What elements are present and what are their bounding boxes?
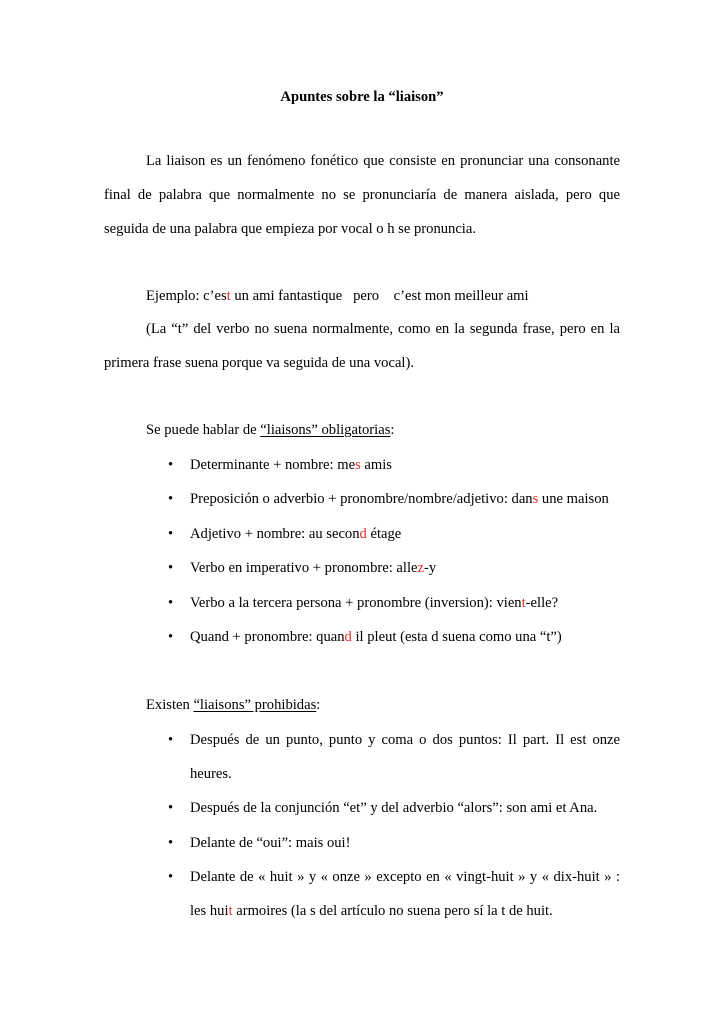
item-text: amis [360,457,392,473]
obligatory-intro-prefix: Se puede hablar de [146,422,261,438]
list-item [190,490,609,508]
item-text: Adjetivo + nombre: au secon [190,526,360,542]
item-text: -elle? [525,595,559,611]
list-item: Después de un punto, punto y coma o dos puntos: Il part. Il est onze [190,732,620,748]
prohibited-intro-prefix: Existen [146,697,194,713]
item-text: Determinante + nombre: me [190,457,356,473]
item-text: il pleut (esta d suena como una “t”) [351,629,562,645]
item-text: Quand + pronombre: quan [190,629,345,645]
intro-line-1: La liaison es un fenómeno fonético que consiste en pronunciar una consonante [146,153,620,169]
item-text: étage [366,526,402,542]
intro-line-2: final de palabra que normalmente no se pronunciaría de manera aislada, pero que [104,187,620,203]
example-highlight: t [226,288,231,304]
item-text: armoires (la s del artículo no suena pero sí la t de huit. [232,903,553,919]
item-text: une maison [538,491,609,507]
intro-line-3: seguida de una palabra que empieza por vocal o h se pronuncia. [104,221,476,237]
prohibited-intro-suffix: : [316,697,321,713]
list-item [190,525,401,543]
list-item [190,559,436,577]
list-item-continuation [190,902,553,920]
list-item [190,456,392,474]
example-explanation-line-1: (La “t” del verbo no suena normalmente, como en la segunda frase, pero en la [146,321,620,337]
list-item: Después de la conjunción “et” y del adverbio “alors”: son ami et Ana. [190,800,598,816]
prohibited-heading: “liaisons” prohibidas [193,697,317,713]
item-text: -y [423,560,437,576]
item-text: Preposición o adverbio + pronombre/nombre/adjetivo: dan [190,491,533,507]
obligatory-intro-suffix: : [390,422,395,438]
obligatory-intro [146,421,394,439]
item-text: Verbo a la tercera persona + pronombre (inversion): vien [190,595,522,611]
item-liaison-letter: s [355,457,361,473]
example-prefix: Ejemplo: c’es [146,288,227,304]
item-liaison-letter: d [359,526,367,542]
list-item [190,594,558,612]
bullet-icon: • [168,869,174,885]
bullet-icon: • [168,629,174,645]
bullet-icon: • [168,835,174,851]
list-item: Delante de “oui”: mais oui! [190,835,351,851]
item-liaison-letter: s [532,491,539,507]
list-item-continuation: heures. [190,766,232,782]
item-text: Verbo en imperativo + pronombre: alle [190,560,418,576]
example-line [146,287,529,305]
example-explanation-line-2: primera frase suena porque va seguida de una vocal). [104,355,414,371]
bullet-icon: • [168,457,174,473]
obligatory-heading: “liaisons” obligatorias [260,422,391,438]
example-suffix: un ami fantastique pero c’est mon meilleur ami [230,288,529,304]
item-liaison-letter: z [417,560,424,576]
item-text: les hui [190,903,229,919]
bullet-icon: • [168,595,174,611]
prohibited-intro [146,696,320,714]
bullet-icon: • [168,491,174,507]
list-item: Delante de « huit » y « onze » excepto en « vingt-huit » y « dix-huit » : [190,869,620,885]
bullet-icon: • [168,800,174,816]
item-liaison-letter: d [344,629,352,645]
bullet-icon: • [168,560,174,576]
page-title: Apuntes sobre la “liaison” [280,89,444,105]
item-liaison-letter: t [521,595,526,611]
list-item [190,628,562,646]
bullet-icon: • [168,732,174,748]
bullet-icon: • [168,526,174,542]
item-liaison-letter: t [228,903,233,919]
